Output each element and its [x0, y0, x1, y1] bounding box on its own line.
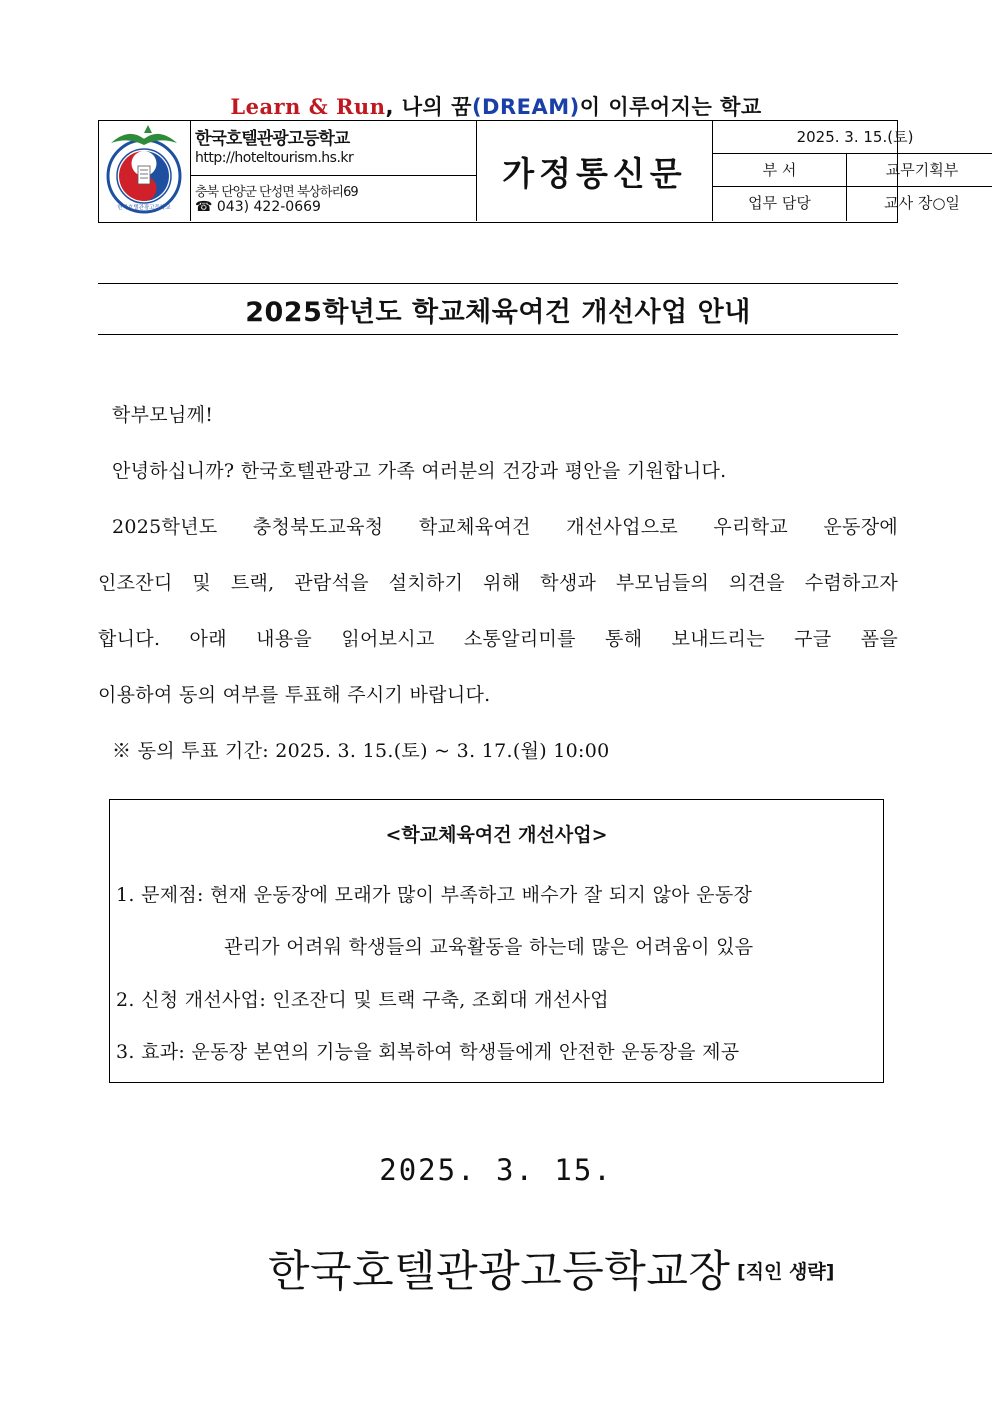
department-label: 부 서	[713, 154, 847, 186]
info-department-row	[713, 154, 992, 187]
newsletter-title-cell	[477, 121, 713, 221]
seal-omitted-note: [직인 생략]	[737, 1261, 835, 1283]
manager-value: 교사 장○일	[884, 194, 960, 212]
school-logo-icon	[99, 121, 189, 219]
project-item-1-line-2: 관리가 어려워 학생들의 교육활동을 하는데 많은 어려움이 있음	[224, 936, 754, 958]
principal-name: 한국호텔관광고등학교장	[268, 1247, 731, 1297]
info-manager-row	[713, 187, 992, 221]
logo-ring-text: 한국호텔관광고등학교	[117, 205, 171, 211]
document-title-bar	[98, 283, 898, 335]
project-summary-box	[109, 799, 884, 1083]
paragraph-line-3: 합니다. 아래 내용을 읽어보시고 소통알리미를 통해 보내드리는 구글 폼을	[98, 628, 898, 650]
divider	[191, 175, 477, 176]
school-motto	[0, 91, 992, 121]
school-name: 한국호텔관광고등학교	[195, 129, 350, 149]
project-item-3: 3. 효과: 운동장 본연의 기능을 회복하여 학생들에게 안전한 운동장을 제공	[116, 1041, 740, 1063]
newsletter-title: 가정통신문	[502, 153, 687, 193]
school-info-cell	[191, 121, 477, 221]
paragraph-line-1: 2025학년도 충청북도교육청 학교체육여건 개선사업으로 우리학교 운동장에	[112, 516, 898, 538]
project-item-1-line-1: 1. 문제점: 현재 운동장에 모래가 많이 부족하고 배수가 잘 되지 않아 운동장	[116, 884, 753, 906]
vote-period: ※ 동의 투표 기간: 2025. 3. 15.(토) ~ 3. 17.(월) 10:00	[112, 740, 610, 762]
issue-date: 2025. 3. 15.(토)	[796, 128, 914, 146]
motto-dream: (DREAM)	[471, 95, 580, 119]
school-address: 충북 단양군 단성면 북상하리69	[195, 185, 358, 200]
motto-dream-prefix: , 나의 꿈	[385, 95, 472, 119]
paragraph-intro: 안녕하십니까? 한국호텔관광고 가족 여러분의 건강과 평안을 기원합니다.	[112, 460, 727, 482]
project-item-2: 2. 신청 개선사업: 인조잔디 및 트랙 구축, 조회대 개선사업	[116, 989, 609, 1011]
info-date-row	[713, 121, 992, 154]
school-logo-cell	[99, 121, 191, 221]
department-value: 교무기획부	[885, 161, 959, 179]
paragraph-line-4: 이용하여 동의 여부를 투표해 주시기 바랍니다.	[98, 684, 491, 706]
school-phone: ☎ 043) 422-0669	[195, 199, 321, 215]
school-url-link[interactable]: http://hoteltourism.hs.kr	[195, 150, 354, 166]
motto-learn-run: Learn & Run	[230, 94, 386, 119]
document-title: 2025학년도 학교체육여건 개선사업 안내	[245, 296, 751, 328]
manager-label: 업무 담당	[713, 187, 847, 221]
newsletter-header	[98, 120, 960, 223]
motto-suffix: 이 이루어지는 학교	[579, 95, 762, 119]
project-heading: <학교체육여건 개선사업>	[385, 824, 608, 846]
paragraph-line-2: 인조잔디 및 트랙, 관람석을 설치하기 위해 학생과 부모님들의 의견을 수렴하고자	[98, 572, 898, 594]
signature-date: 2025. 3. 15.	[379, 1153, 613, 1187]
greeting: 학부모님께!	[112, 404, 214, 426]
